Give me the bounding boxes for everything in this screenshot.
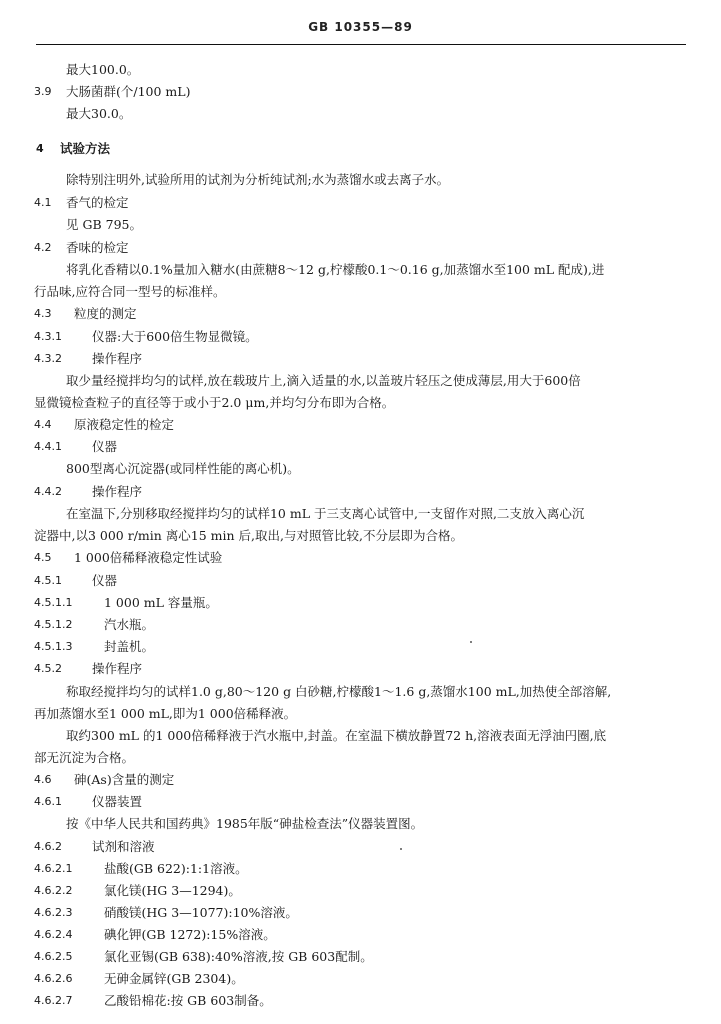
section-title: 香气的检定 <box>66 195 129 210</box>
section-number: 4.5 <box>34 551 52 564</box>
section-title: 试验方法 <box>60 141 111 156</box>
section-title: 仪器 <box>92 439 118 454</box>
section-number: 4.4.1 <box>34 440 62 453</box>
section-title: 操作程序 <box>92 351 143 366</box>
section-number: 3.9 <box>34 85 52 98</box>
paragraph-line: 除特别注明外,试验所用的试剂为分析纯试剂;水为蒸馏水或去离子水。 <box>66 172 450 187</box>
section-number: 4.1 <box>34 196 52 209</box>
section-number: 4.6.2.2 <box>34 884 73 897</box>
section-title: 仪器 <box>92 573 118 588</box>
section-number: 4.6.2.5 <box>34 950 73 963</box>
section-title: 盐酸(GB 622):1:1溶液。 <box>104 861 248 876</box>
paragraph-line: 800型离心沉淀器(或同样性能的离心机)。 <box>66 461 300 476</box>
text-line: 最大100.0。 <box>66 62 140 77</box>
paragraph-line: 按《中华人民共和国药典》1985年版“砷盐检查法”仪器装置图。 <box>66 816 424 831</box>
speck <box>400 848 402 850</box>
section-number: 4.4 <box>34 418 52 431</box>
section-title: 香味的检定 <box>66 240 129 255</box>
section-number: 4.3 <box>34 307 52 320</box>
section-title: 封盖机。 <box>104 639 155 654</box>
paragraph-line: 部无沉淀为合格。 <box>34 750 135 765</box>
page-header: GB 10355—89 <box>308 20 413 34</box>
section-title: 乙酸铅棉花:按 GB 603制备。 <box>104 993 272 1008</box>
header-rule <box>36 44 686 45</box>
section-title: 1 000 mL 容量瓶。 <box>104 595 218 610</box>
section-number: 4 <box>36 142 44 155</box>
section-number: 4.2 <box>34 241 52 254</box>
section-title: 砷(As)含量的测定 <box>74 772 175 787</box>
section-title: 无砷金属锌(GB 2304)。 <box>104 971 244 986</box>
section-number: 4.4.2 <box>34 485 62 498</box>
section-number: 4.6.2 <box>34 840 62 853</box>
section-number: 4.3.2 <box>34 352 62 365</box>
section-title: 仪器装置 <box>92 794 143 809</box>
section-title: 操作程序 <box>92 484 143 499</box>
paragraph-line: 将乳化香精以0.1%量加入糖水(由蔗糖8～12 g,柠檬酸0.1～0.16 g,加蒸馏水至100 mL 配成),进 <box>66 262 605 277</box>
section-title: 试剂和溶液 <box>92 839 155 854</box>
section-number: 4.6.1 <box>34 795 62 808</box>
section-number: 4.5.1.1 <box>34 596 73 609</box>
section-number: 4.6.2.4 <box>34 928 73 941</box>
text-line: 最大30.0。 <box>66 106 132 121</box>
section-number: 4.6.2.6 <box>34 972 73 985</box>
paragraph-line: 取少量经搅拌均匀的试样,放在载玻片上,滴入适量的水,以盖玻片轻压之使成薄层,用大于600倍 <box>66 373 581 388</box>
section-number: 4.5.1.2 <box>34 618 73 631</box>
section-number: 4.6.2.3 <box>34 906 73 919</box>
section-title: 大肠菌群(个/100 mL) <box>66 84 191 99</box>
section-number: 4.5.1.3 <box>34 640 73 653</box>
paragraph-line: 显微镜检查粒子的直径等于或小于2.0 μm,并均匀分布即为合格。 <box>34 395 395 410</box>
section-title: 氯化镁(HG 3—1294)。 <box>104 883 241 898</box>
speck <box>470 641 472 643</box>
paragraph-line: 称取经搅拌均匀的试样1.0 g,80～120 g 白砂糖,柠檬酸1～1.6 g,蒸馏水100 mL,加热使全部溶解, <box>66 684 612 699</box>
section-title: 操作程序 <box>92 661 143 676</box>
section-title: 仪器:大于600倍生物显微镜。 <box>92 329 258 344</box>
section-number: 4.5.2 <box>34 662 62 675</box>
paragraph-line: 再加蒸馏水至1 000 mL,即为1 000倍稀释液。 <box>34 706 297 721</box>
section-title: 汽水瓶。 <box>104 617 155 632</box>
section-title: 1 000倍稀释液稳定性试验 <box>74 550 223 565</box>
section-title: 硝酸镁(HG 3—1077):10%溶液。 <box>104 905 298 920</box>
section-number: 4.6.2.7 <box>34 994 73 1007</box>
section-number: 4.6.2.1 <box>34 862 73 875</box>
section-title: 粒度的测定 <box>74 306 137 321</box>
section-title: 氯化亚锡(GB 638):40%溶液,按 GB 603配制。 <box>104 949 373 964</box>
section-title: 原液稳定性的检定 <box>74 417 175 432</box>
section-number: 4.6 <box>34 773 52 786</box>
section-number: 4.3.1 <box>34 330 62 343</box>
section-number: 4.5.1 <box>34 574 62 587</box>
paragraph-line: 行品味,应符合同一型号的标准样。 <box>34 284 226 299</box>
paragraph-line: 取约300 mL 的1 000倍稀释液于汽水瓶中,封盖。在室温下横放静置72 h,溶液表面无浮油円圈,底 <box>66 728 607 743</box>
paragraph-line: 见 GB 795。 <box>66 217 142 232</box>
paragraph-line: 在室温下,分别移取经搅拌均匀的试样10 mL 于三支离心试管中,一支留作对照,二支放入离心沉 <box>66 506 585 521</box>
paragraph-line: 淀器中,以3 000 r/min 离心15 min 后,取出,与对照管比较,不分层即为合格。 <box>34 528 463 543</box>
section-title: 碘化钾(GB 1272):15%溶液。 <box>104 927 276 942</box>
